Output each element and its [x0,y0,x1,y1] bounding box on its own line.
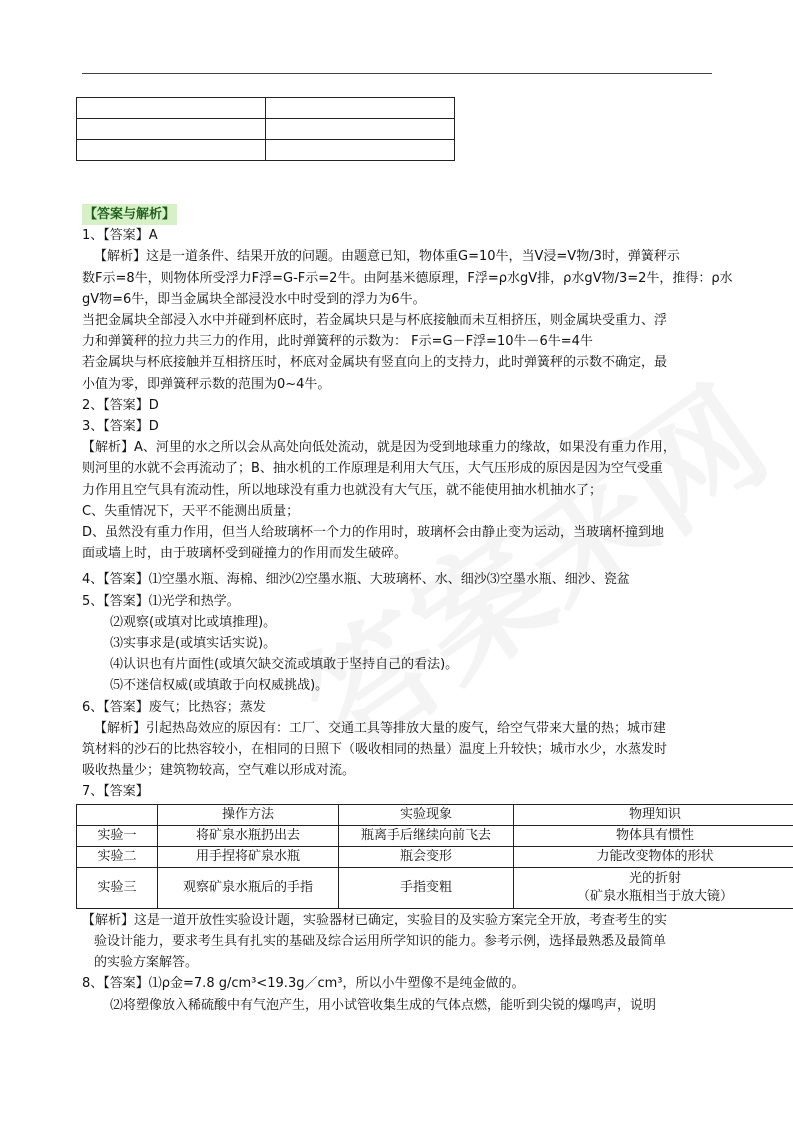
column-header: 操作方法 [158,804,339,825]
answer-6: 6、【答案】废气；比热容；蒸发 [82,699,266,715]
table-row [77,825,793,846]
table-cell-line: （矿泉水瓶相当于放大镜） [576,888,733,904]
analysis-line: 【解析】这是一道开放性实验设计题，实验器材已确定，实验目的及实验方案完全开放，考查考生的实 [82,912,668,928]
table-cell: 实验二 [77,846,158,867]
analysis-line: 当把金属块全部浸入水中并碰到杯底时，若金属块只是与杯底接触而未互相挤压，则金属块受重力、浮 [82,313,668,329]
answer-2: 2、【答案】D [82,397,159,413]
header-rule [82,73,712,74]
column-header: 物理知识 [514,804,793,825]
column-header: 实验现象 [339,804,514,825]
analysis-line: gV物=6牛，即当金属块全部浸没水中时受到的浮力为6牛。 [82,291,426,307]
answer-5: 5、【答案】⑴光学和热学。 [82,593,240,609]
answer-line: ⑵观察(或填对比或填推理)。 [110,614,277,630]
experiment-table [76,804,793,909]
table-cell: 瓶离手后继续向前飞去 [339,825,514,846]
table-row [77,846,793,867]
table-cell: 物体具有惯性 [514,825,793,846]
table-row [77,140,455,161]
analysis-line: C、失重情况下，天平不能测出质量； [82,503,300,519]
analysis-line: D、虽然没有重力作用，但当人给玻璃杯一个力的作用时，玻璃杯会由静止变为运动，当玻璃杯撞到地 [82,525,665,541]
answer-content [82,204,733,1016]
table-cell: 用手捏将矿泉水瓶 [158,846,339,867]
table-cell: 观察矿泉水瓶后的手指 [158,867,339,908]
table-cell: 实验三 [77,867,158,908]
analysis-line: 力作用且空气具有流动性，所以地球没有重力也就没有大气压，就不能使用抽水机抽水了； [82,482,603,498]
table-row [77,119,455,140]
table-cell [514,867,793,908]
answer-4: 4、【答案】⑴空墨水瓶、海棉、细沙⑵空墨水瓶、大玻璃杯、水、细沙⑶空墨水瓶、细沙、瓷盆 [82,572,630,588]
analysis-line: 的实验方案解答。 [94,955,199,971]
analysis-line: 筑材料的沙石的比热容较小，在相同的日照下（吸收相同的热量）温度上升较快；城市水少，水蒸发时 [82,742,668,758]
analysis-line: 【解析】引起热岛效应的原因有：工厂、交通工具等排放大量的废气，给空气带来大量的热；城市建 [94,720,667,736]
table-header-row [77,804,793,825]
analysis-line: 吸收热量少；建筑物较高，空气难以形成对流。 [82,763,356,779]
analysis-line: 面或墙上时，由于玻璃杯受到碰撞力的作用而发生破碎。 [82,546,408,562]
answer-line: ⑸不迷信权威(或填敢于向权威挑战)。 [110,678,329,694]
table-row [77,867,793,908]
analysis-line: 【解析】A、河里的水之所以会从高处向低处流动，就是因为受到地球重力的缘故，如果没有重力作用， [82,440,676,456]
answer-line: ⑷认识也有片面性(或填欠缺交流或填敢于坚持自己的看法)。 [110,657,459,673]
column-header [77,804,158,825]
blank-answer-table [76,97,455,161]
analysis-line: 则河里的水就不会再流动了；B、抽水机的工作原理是利用大气压，大气压形成的原因是因为空气受重 [82,461,663,477]
analysis-line: 力和弹簧秤的拉力共三力的作用，此时弹簧秤的示数为： F示=G－F浮=10牛－6牛=4牛 [82,334,593,350]
analysis-line: 【解析】这是一道条件、结果开放的问题。由题意已知，物体重G=10牛，当V浸=V物/3时，弹簧秤示 [94,249,680,265]
answer-3: 3、【答案】D [82,419,159,435]
answer-8: 8、【答案】⑴ρ金=7.8 g/cm³<19.3g／cm³，所以小牛塑像不是纯金做的。 [82,976,525,992]
table-cell-line: 光的折射 [628,870,681,886]
table-cell: 实验一 [77,825,158,846]
table-cell: 瓶会变形 [339,846,514,867]
answer-line: ⑶实事求是(或填实话实说)。 [110,636,277,652]
analysis-line: 数F示=8牛，则物体所受浮力F浮=G-F示=2牛。由阿基米德原理，F浮=ρ水gV排，ρ水gV物/3=2牛，推得：ρ水 [82,270,733,286]
table-cell: 手指变粗 [339,867,514,908]
table-cell: 力能改变物体的形状 [514,846,793,867]
table-row [77,98,455,119]
analysis-line: 验设计能力，要求考生具有扎实的基础及综合运用所学知识的能力。参考示例，选择最熟悉及最简单 [94,933,667,949]
section-header: 【答案与解析】 [82,204,177,225]
answer-line: ⑵将塑像放入稀硫酸中有气泡产生，用小试管收集生成的气体点燃，能听到尖锐的爆鸣声，说明 [110,997,657,1013]
analysis-line: 若金属块与杯底接触并互相挤压时，杯底对金属块有竖直向上的支持力，此时弹簧秤的示数不确定，最 [82,355,668,371]
answer-1: 1、【答案】A [82,228,158,244]
answer-7: 7、【答案】 [82,784,149,800]
analysis-line: 小值为零，即弹簧秤示数的范围为0~4牛。 [82,376,331,392]
table-cell: 将矿泉水瓶扔出去 [158,825,339,846]
